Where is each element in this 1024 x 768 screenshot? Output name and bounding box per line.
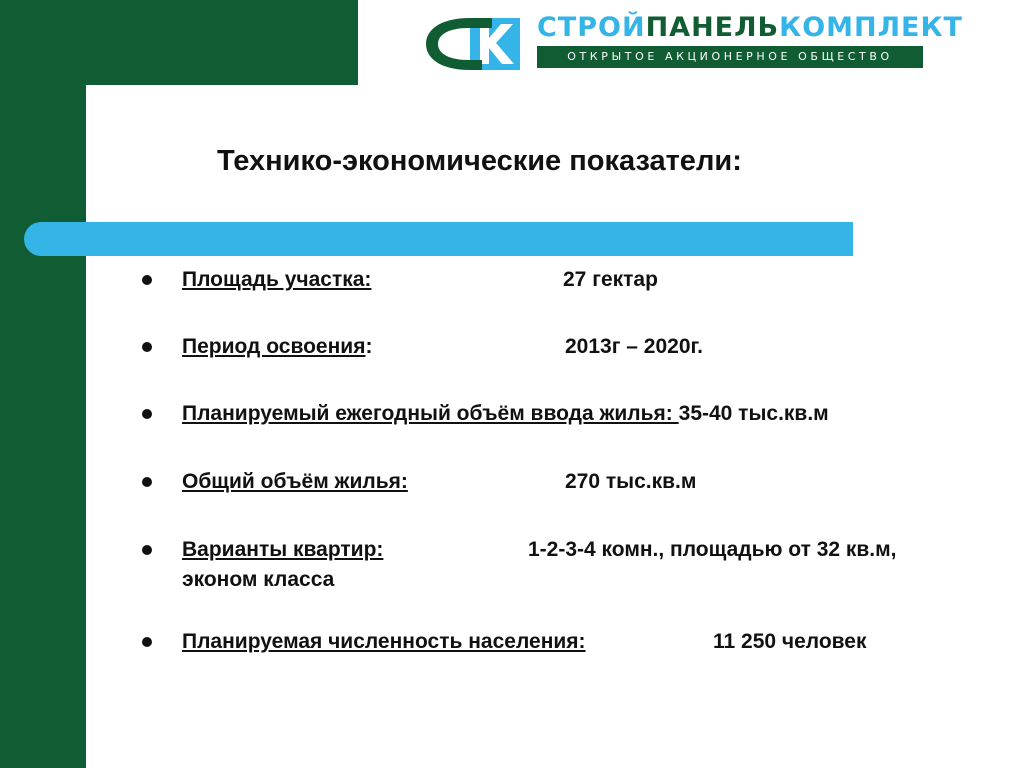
company-name-part2: ПАНЕЛЬ [645, 12, 780, 43]
item-value-continuation: эконом класса [182, 568, 335, 591]
item-label: Период освоения [182, 335, 366, 358]
bullet-point [142, 275, 152, 285]
item-value: 27 гектар [563, 268, 658, 291]
blue-divider-bar [24, 222, 853, 256]
top-left-green-block [0, 0, 358, 85]
item-total-housing [182, 468, 408, 496]
bullet-point [142, 477, 152, 487]
company-subtitle: ОТКРЫТОЕ АКЦИОНЕРНОЕ ОБЩЕСТВО [537, 46, 923, 68]
slide-title: Технико-экономические показатели: [217, 145, 742, 177]
company-name-part1: СТРОЙ [537, 12, 646, 43]
item-apartment-options [182, 536, 383, 564]
item-label: Варианты квартир: [182, 538, 384, 561]
item-population [182, 628, 586, 656]
company-name-part3: КОМПЛЕКТ [779, 12, 963, 43]
left-green-sidebar [0, 0, 86, 768]
item-site-area [182, 266, 371, 294]
item-development-period [182, 333, 372, 361]
item-value: 270 тыс.кв.м [565, 470, 697, 493]
item-value: 35-40 тыс.кв.м [678, 402, 829, 425]
item-value: 2013г – 2020г. [565, 335, 704, 358]
company-logo-icon [422, 18, 520, 70]
item-label: Планируемая численность населения: [182, 630, 586, 653]
item-label: Планируемый ежегодный объём ввода жилья: [182, 402, 679, 425]
item-value: 11 250 человек [713, 630, 867, 653]
item-label: Общий объём жилья: [182, 470, 408, 493]
bullet-point [142, 409, 152, 419]
bullet-point [142, 637, 152, 647]
item-label: Площадь участка: [182, 268, 372, 291]
rounded-corner-decoration [86, 85, 146, 145]
item-annual-housing [182, 400, 829, 428]
item-value: 1-2-3-4 комн., площадью от 32 кв.м, [528, 538, 897, 561]
company-name [537, 12, 963, 44]
bullet-point [142, 342, 152, 352]
bullet-point [142, 545, 152, 555]
item-suffix: : [365, 335, 373, 358]
